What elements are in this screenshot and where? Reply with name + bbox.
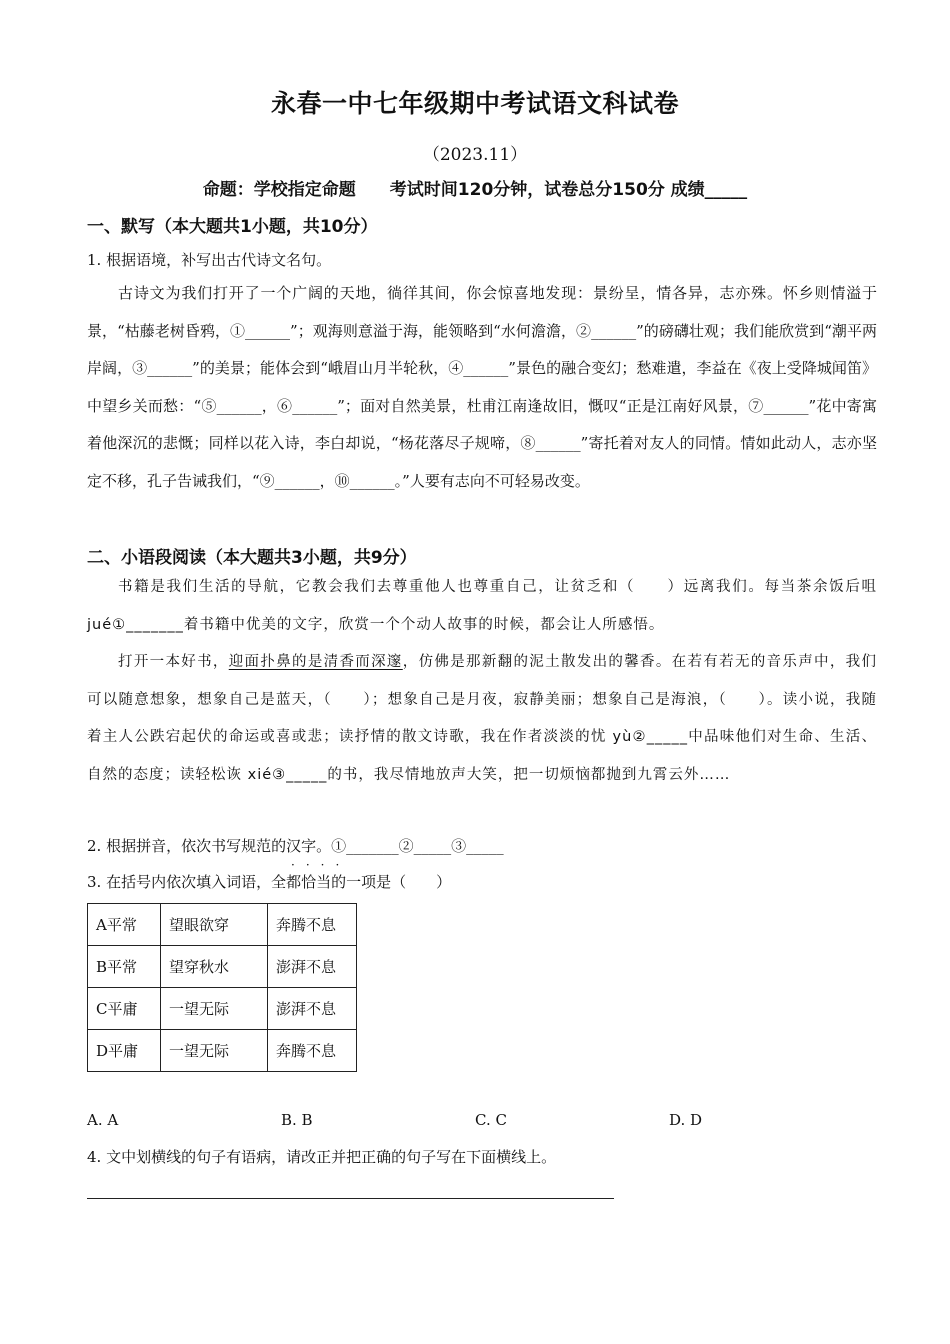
table-row: [88, 904, 357, 946]
answer-line: [87, 1198, 614, 1199]
exam-info: 命题：学校指定命题 考试时间120分钟，试卷总分150分 成绩_____: [202, 180, 748, 200]
table-row: [88, 946, 357, 988]
choice-d: D. D: [669, 1111, 703, 1129]
q2-prompt: 2. 根据拼音，依次书写规范的汉字。①_______②_____③_____: [87, 837, 504, 855]
q4-prompt: 4. 文中划横线的句子有语病，请改正并把正确的句子写在下面横线上。: [87, 1148, 557, 1166]
para2-start: 打开一本好书，: [118, 654, 229, 670]
table-cell: 澎湃不息: [268, 946, 357, 988]
table-cell: B平常: [88, 946, 161, 988]
table-cell: 望穿秋水: [161, 946, 268, 988]
section2-heading: 二、小语段阅读（本大题共3小题，共9分）: [87, 548, 417, 568]
table-cell: 奔腾不息: [268, 1030, 357, 1072]
table-cell: 望眼欲穿: [161, 904, 268, 946]
choice-a: A. A: [87, 1111, 119, 1129]
q1-prompt: 1. 根据语境，补写出古代诗文名句。: [87, 251, 332, 269]
reading-paragraph-1: 书籍是我们生活的导航，它教会我们去尊重他人也尊重自己，让贫乏和（ ）远离我们。每当茶余饭后咀 jué①_______着书籍中优美的文字，欣赏一个个动人故事的时候，都会让人所感悟。: [87, 579, 877, 633]
exam-title: 永春一中七年级期中考试语文科试卷: [270, 89, 679, 118]
table-cell: D平庸: [88, 1030, 161, 1072]
q1-passage: 古诗文为我们打开了一个广阔的天地，徜徉其间，你会惊喜地发现：景纷呈，情各异，志亦殊。怀乡则情溢于景，“枯藤老树昏鸦，①______”；观海则意溢于海，能领略到“水何澹澹，②______”的磅礴壮观；我们能欣赏到“潮平两岸阔，③______”的美景；能体会到“峨眉山月半轮秋，④______”景色的融合变幻；愁难遣，李益在《夜上受降城闻笛》中望乡关而愁：“⑤______，⑥______”；面对自然美景，杜甫江南逢故旧，慨叹“正是江南好风景，⑦______”花中寄寓着他深沉的悲慨；同样以花入诗，李白却说，“杨花落尽子规啼，⑧______”寄托着对友人的同情。情如此动人，志亦坚定不移，孔子告诫我们，“⑨______，⑩______。”人要有志向不可轻易改变。: [87, 284, 877, 490]
choice-b: B. B: [281, 1111, 313, 1129]
choice-c: C. C: [475, 1111, 507, 1129]
section1-heading: 一、默写（本大题共1小题，共10分）: [87, 217, 378, 237]
exam-date: （2023.11）: [422, 145, 528, 165]
table-cell: 澎湃不息: [268, 988, 357, 1030]
options-table: [87, 903, 357, 1072]
table-row: [88, 988, 357, 1030]
reading-paragraph-2: [87, 644, 877, 794]
table-row: [88, 1030, 357, 1072]
table-cell: C平庸: [88, 988, 161, 1030]
table-cell: 一望无际: [161, 1030, 268, 1072]
underlined-sentence: 迎面扑鼻的是清香而深邃: [228, 654, 403, 670]
emphasis-dots: ····: [291, 858, 351, 872]
table-cell: 奔腾不息: [268, 904, 357, 946]
para2-rest: ，仿佛是那新翻的泥土散发出的馨香。在若有若无的音乐声中，我们可以随意想象，想象自己是蓝天，（ ）；想象自己是月夜，寂静美丽；想象自己是海浪，（ ）。读小说，我随着主人公跌宕起伏的命运或喜或悲；读抒情的散文诗歌，我在作者淡淡的忧 yù②_____中品味他们对生命、生活、自然的态度；读轻松诙 xié③_____的书，我尽情地放声大笑，把一切烦恼都抛到九霄云外……: [87, 654, 878, 783]
q3-prompt: 3. 在括号内依次填入词语，全都恰当的一项是（ ）: [87, 873, 452, 891]
table-cell: A平常: [88, 904, 161, 946]
table-cell: 一望无际: [161, 988, 268, 1030]
